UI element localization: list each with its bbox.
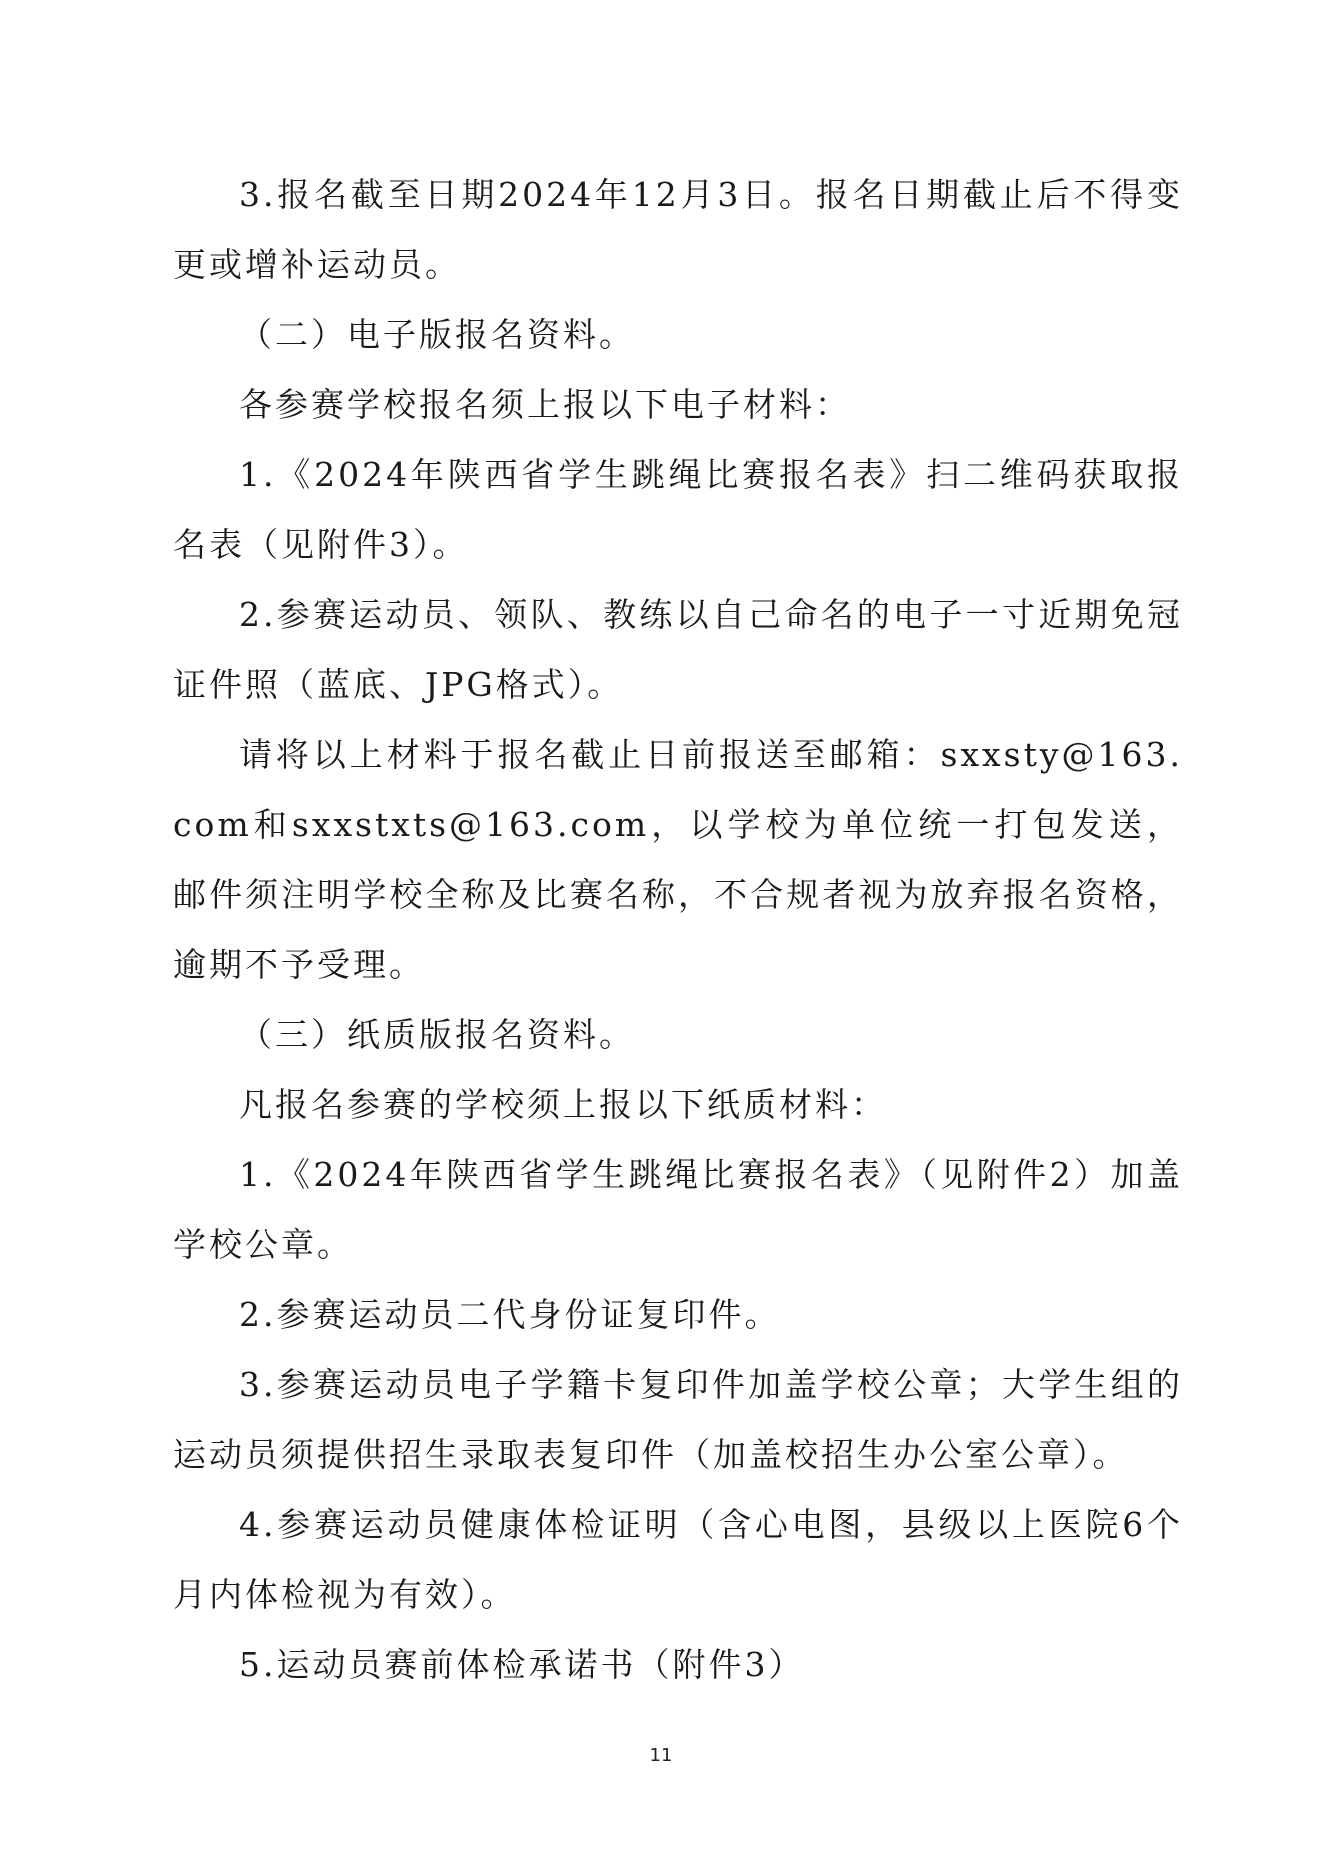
section-heading-electronic-materials: （二）电子版报名资料。	[239, 315, 635, 354]
list-item-paper-2: 2.参赛运动员二代身份证复印件。	[239, 1295, 781, 1334]
list-item-electronic-2: 2.参赛运动员、领队、教练以自己命名的电子一寸近期免冠证件照（蓝底、JPG格式）。	[173, 595, 1183, 704]
list-item-paper-3: 3.参赛运动员电子学籍卡复印件加盖学校公章；大学生组的运动员须提供招生录取表复印件（加盖校招生办公室公章）。	[173, 1365, 1183, 1474]
document-body	[173, 160, 1183, 1700]
paragraph-email-submission: 请将以上材料于报名截止日前报送至邮箱：sxxsty@163.com和sxxstxts@163.com，以学校为单位统一打包发送，邮件须注明学校全称及比赛名称，不合规者视为放弃报名资格，逾期不予受理。	[173, 735, 1183, 984]
paragraph-registration-deadline: 3.报名截至日期2024年12月3日。报名日期截止后不得变更或增补运动员。	[173, 175, 1183, 284]
list-item-paper-4: 4.参赛运动员健康体检证明（含心电图，县级以上医院6个月内体检视为有效）。	[173, 1505, 1183, 1614]
page-number: 11	[649, 1745, 673, 1766]
list-item-electronic-1: 1.《2024年陕西省学生跳绳比赛报名表》扫二维码获取报名表（见附件3）。	[173, 455, 1183, 564]
paragraph-electronic-intro: 各参赛学校报名须上报以下电子材料：	[239, 385, 851, 424]
section-heading-paper-materials: （三）纸质版报名资料。	[239, 1015, 635, 1054]
list-item-paper-5: 5.运动员赛前体检承诺书（附件3）	[239, 1645, 805, 1684]
list-item-paper-1: 1.《2024年陕西省学生跳绳比赛报名表》（见附件2）加盖学校公章。	[173, 1155, 1183, 1264]
paragraph-paper-intro: 凡报名参赛的学校须上报以下纸质材料：	[239, 1085, 887, 1124]
